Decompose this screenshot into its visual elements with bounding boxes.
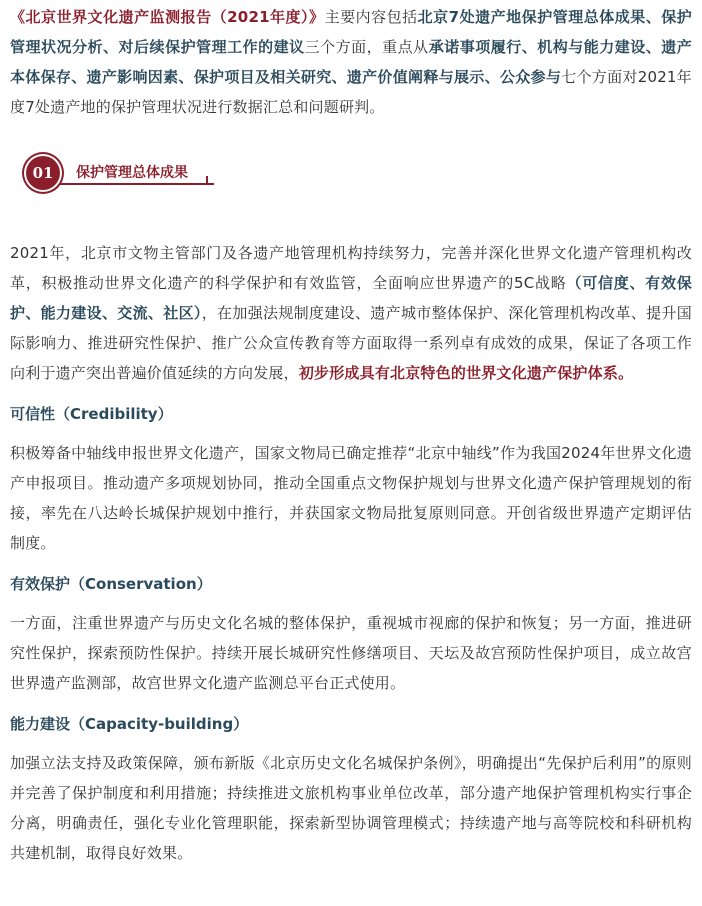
report-title-reference: 《北京世界文化遗产监测报告（2021年度）》 [10,8,325,26]
article [10,0,692,868]
conservation-paragraph: 一方面，注重世界遗产与历史文化名城的整体保护，重视城市视廊的保护和恢复；另一方面，推进研究性保护，探索预防性保护。持续开展长城研究性修缮项目、天坛及故宫预防性保护项目，成立故宫世界遗产监测部，故宫世界文化遗产监测总平台正式使用。 [10,614,692,692]
section-header [26,156,216,200]
credibility-paragraph: 积极筹备中轴线申报世界文化遗产，国家文物局已确定推荐“北京中轴线”作为我国2024年世界文化遗产申报项目。推动遗产多项规划协同，推动全国重点文物保护规划与世界文化遗产保护管理规划的衔接，率先在八达岭长城保护规划中推行，并获国家文物局批复原则同意。开创省级世界遗产定期评估制度。 [10,444,692,552]
section-title: 保护管理总体成果 [76,165,188,181]
section-body [10,238,692,868]
overview-highlight-conclusion: 初步形成具有北京特色的世界文化遗产保护体系。 [298,364,634,382]
intro-text-3: 七个方面对2021年度7处遗产地的保护管理状况进行数据汇总和问题研判。 [10,68,692,116]
capacity-paragraph: 加强立法支持及政策保障，颁布新版《北京历史文化名城保护条例》，明确提出“先保护后利用”的原则并完善了保护制度和利用措施；持续推进文旅机构事业单位改革，部分遗产地保护管理机构实行事企分离，明确责任，强化专业化管理职能，探索新型协调管理模式；持续遗产地与高等院校和科研机构共建机制，取得良好效果。 [10,754,692,862]
intro-highlight-2: 承诺事项履行、机构与能力建设、遗产本体保存、遗产影响因素、保护项目及相关研究、遗产价值阐释与展示、公众参与 [10,38,692,86]
conservation-heading: 有效保护（Conservation） [10,575,212,593]
section-underline-tail [206,176,208,183]
intro-paragraph [10,2,692,122]
capacity-heading: 能力建设（Capacity-building） [10,715,249,733]
overview-text-1: 2021年，北京市文物主管部门及各遗产地管理机构持续努力，完善并深化世界文化遗产管理机构改革，积极推动世界文化遗产的科学保护和有效监管，全面响应世界遗产的5C战略 [10,244,692,292]
overview-text-2: ，在加强法规制度建设、遗产城市整体保护、深化管理机构改革、提升国际影响力、推进研究性保护、推广公众宣传教育等方面取得一系列卓有成效的成果，保证了各项工作向利于遗产突出普遍价值延续的方向发展， [10,304,693,382]
overview-paragraph [10,238,692,388]
overview-highlight-5c: （可信度、有效保护、能力建设、交流、社区） [10,274,692,322]
intro-text-2: 三个方面，重点从 [304,38,429,56]
section-number-badge: 01 [26,156,60,190]
intro-highlight-1: 北京7处遗产地保护管理总体成果、保护管理状况分析、对后续保护管理工作的建议 [10,8,692,56]
credibility-heading: 可信性（Credibility） [10,405,173,423]
intro-text-1: 主要内容包括 [324,8,418,26]
